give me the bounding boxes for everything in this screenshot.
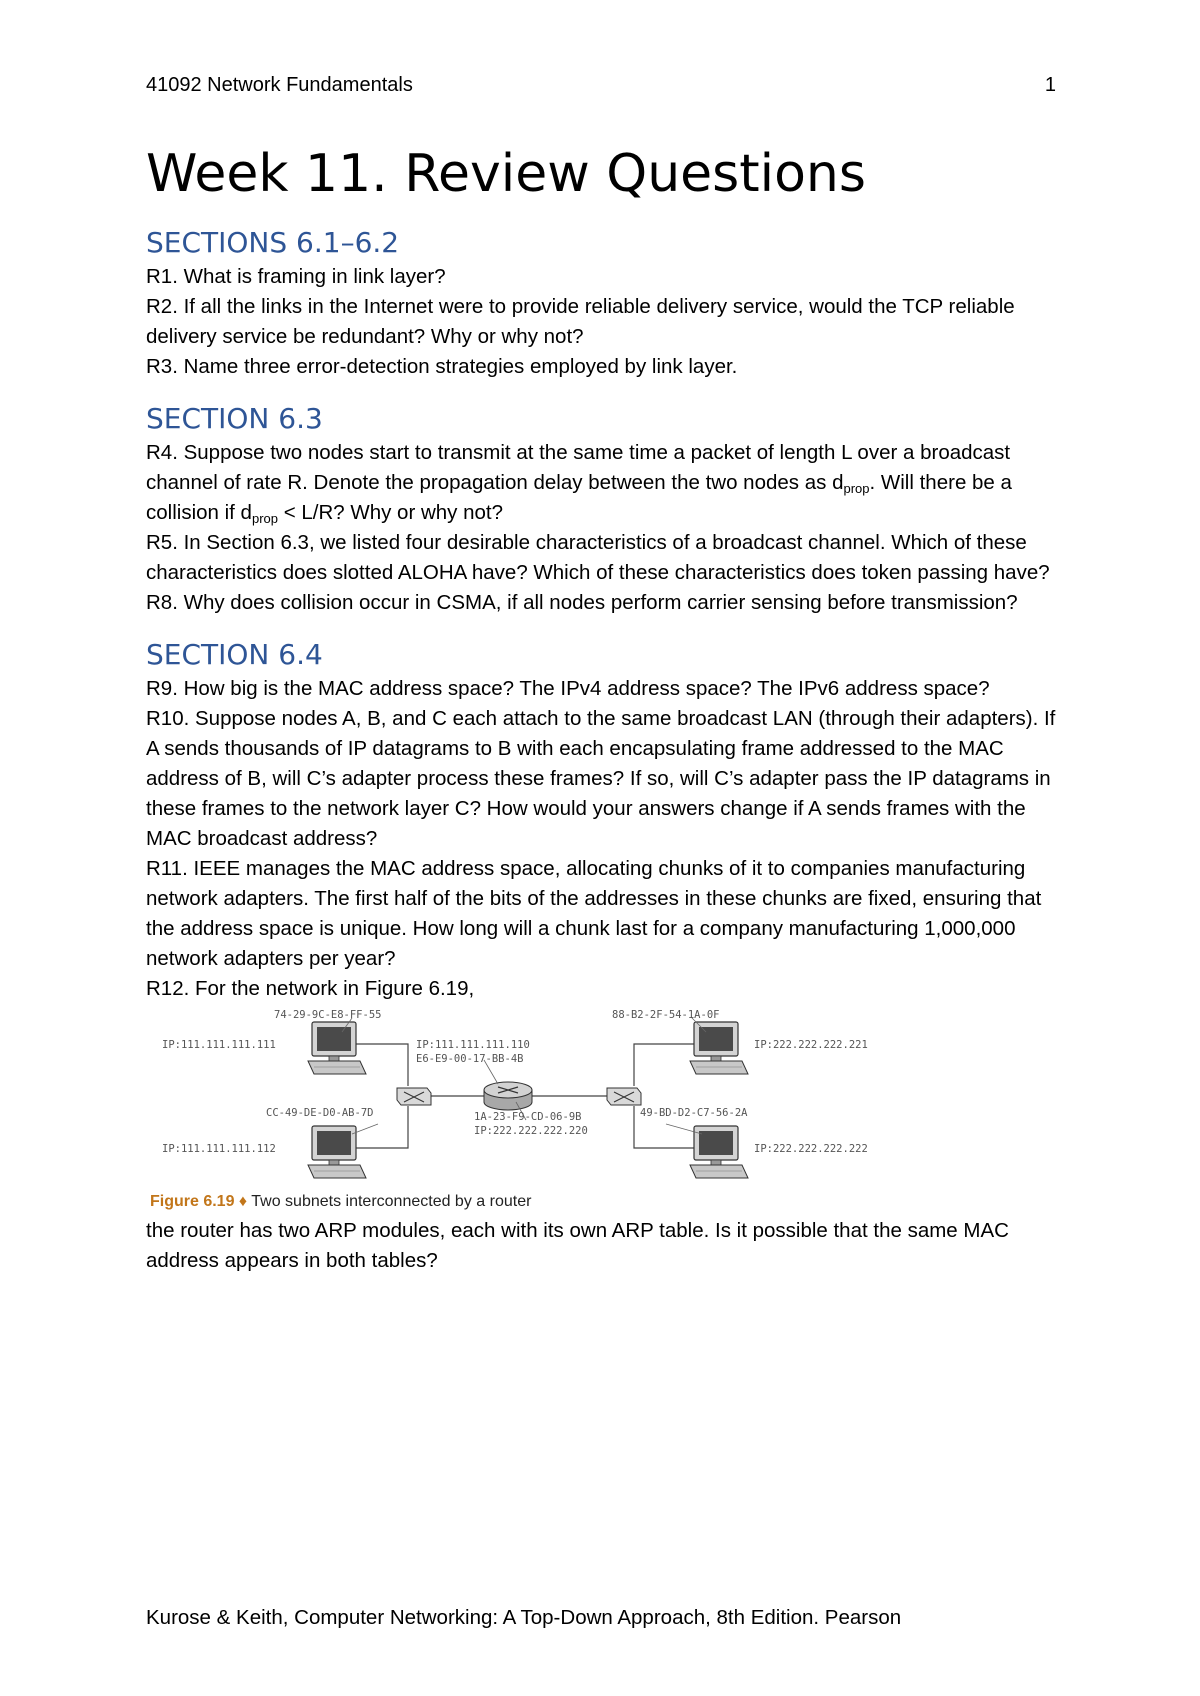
figure-6-19-network-diagram <box>146 1006 926 1186</box>
question-r1: R1. What is framing in link layer? <box>146 265 446 288</box>
switch-right <box>607 1088 641 1105</box>
question-r5: R5. In Section 6.3, we listed four desirable characteristics of a broadcast channel. Which of these characteristics does slotted ALOHA have? Which of these characteristics does token passing have? <box>146 531 1050 584</box>
host2-ip-label: IP:111.111.111.112 <box>162 1143 276 1155</box>
r4-subscript-2: prop <box>251 511 278 526</box>
question-r12-continued: the router has two ARP modules, each with its own ARP table. Is it possible that the same MAC address appears in both tables? <box>146 1219 1009 1272</box>
figure-caption <box>150 1190 1066 1214</box>
host4-ip-label: IP:222.222.222.222 <box>754 1143 868 1155</box>
router-left-ip-label: IP:111.111.111.110 <box>416 1039 530 1051</box>
router-right-ip-label: IP:222.222.222.220 <box>474 1125 588 1137</box>
page-title: Week 11. Review Questions <box>146 144 866 204</box>
question-r10: R10. Suppose nodes A, B, and C each attach to the same broadcast LAN (through their adapters). If A sends thousands of IP datagrams to B with each encapsulating frame addressed to the MAC address of B, will C’s adapter process these frames? If so, will C’s adapter pass the IP datagrams in these frames to the network layer C? How would your answers change if A sends frames with the MAC broadcast address? <box>146 707 1056 850</box>
r4-text-3: < L/R? Why or why not? <box>278 501 504 524</box>
document-body <box>146 142 1066 1276</box>
question-r3: R3. Name three error-detection strategies employed by link layer. <box>146 355 738 378</box>
router-left-mac-label: E6-E9-00-17-BB-4B <box>416 1053 524 1065</box>
host1-mac-label: 74-29-9C-E8-FF-55 <box>274 1009 382 1021</box>
section-heading-6-1: SECTIONS 6.1–6.2 <box>146 226 400 259</box>
course-name: 41092 Network Fundamentals <box>146 74 413 96</box>
host-computer-3 <box>690 1022 748 1074</box>
section-heading-6-3: SECTION 6.3 <box>146 402 323 435</box>
host-computer-4 <box>690 1126 748 1178</box>
host4-mac-label: 49-BD-D2-C7-56-2A <box>640 1107 748 1119</box>
switch-left <box>397 1088 431 1105</box>
question-r11: R11. IEEE manages the MAC address space, allocating chunks of it to companies manufacturing network adapters. The first half of the bits of the addresses in these chunks are fixed, ensuring that the address space is unique. How long will a chunk last for a company manufacturing 1,000,000 network adapters per year? <box>146 857 1042 970</box>
r4-text-1: R4. Suppose two nodes start to transmit at the same time a packet of length L over a broadcast channel of rate R. Denote the propagation delay between the two nodes as d <box>146 441 1011 494</box>
question-r12: R12. For the network in Figure 6.19, <box>146 977 475 1000</box>
r4-subscript-1: prop <box>843 481 870 496</box>
host3-ip-label: IP:222.222.222.221 <box>754 1039 868 1051</box>
host2-mac-label: CC-49-DE-D0-AB-7D <box>266 1107 374 1119</box>
question-r9: R9. How big is the MAC address space? The IPv4 address space? The IPv6 address space? <box>146 677 990 700</box>
host3-mac-label: 88-B2-2F-54-1A-0F <box>612 1009 720 1021</box>
question-r2: R2. If all the links in the Internet were to provide reliable delivery service, would the TCP reliable delivery service be redundant? Why or why not? <box>146 295 1015 348</box>
question-r8: R8. Why does collision occur in CSMA, if all nodes perform carrier sensing before transmission? <box>146 591 1018 614</box>
router <box>484 1082 532 1110</box>
page-footer: Kurose & Keith, Computer Networking: A Top-Down Approach, 8th Edition. Pearson <box>146 1606 902 1629</box>
host-computer-2 <box>308 1126 366 1178</box>
page-number: 1 <box>1044 74 1056 96</box>
host-computer-1 <box>308 1022 366 1074</box>
section-heading-6-4: SECTION 6.4 <box>146 638 323 671</box>
host1-ip-label: IP:111.111.111.111 <box>162 1039 276 1051</box>
figure-caption-text: Two subnets interconnected by a router <box>247 1193 532 1210</box>
figure-caption-label: Figure 6.19 ♦ <box>150 1193 248 1210</box>
page-header <box>146 74 1056 97</box>
question-r4 <box>146 438 1066 528</box>
router-right-mac-label: 1A-23-F9-CD-06-9B <box>474 1111 582 1123</box>
r4-text-2: . Will there be a collision if d <box>146 471 1012 524</box>
